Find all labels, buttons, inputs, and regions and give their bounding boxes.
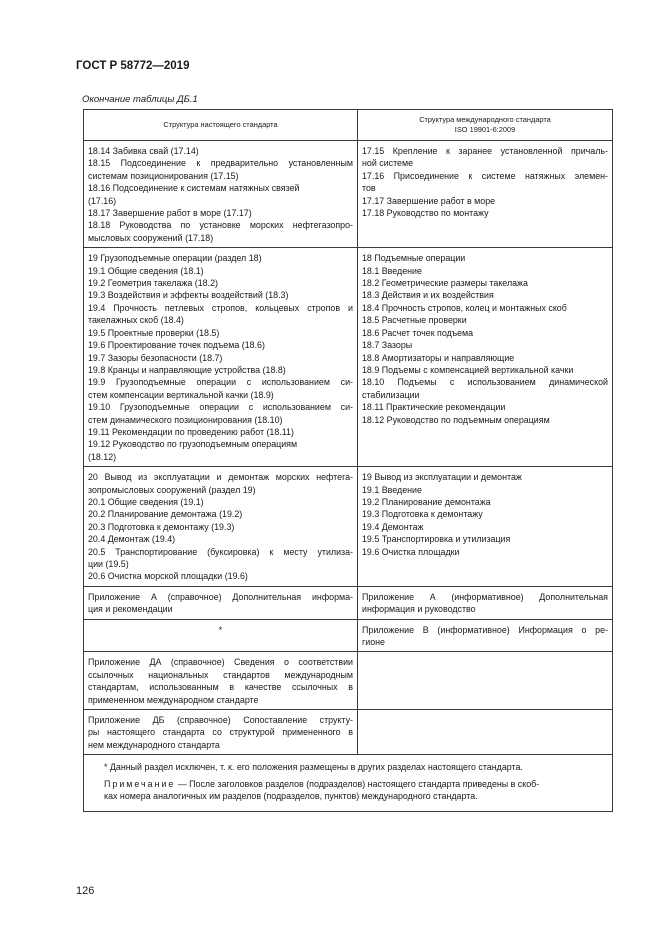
cell-line: 17.16 Присоединение к системе натяжных элемен- — [362, 170, 608, 181]
cell-line: 18.2 Геометрические размеры такелажа — [362, 278, 528, 289]
cell-line: 19.3 Воздействия и эффекты воздействий (18.3) — [88, 290, 289, 301]
cell-line: 17.18 Руководство по монтажу — [362, 208, 489, 219]
cell-right — [358, 248, 613, 467]
table-row — [84, 467, 613, 587]
cell-line: системам позиционирования (17.15) — [88, 170, 239, 181]
cell-line: 18.9 Подъемы с компенсацией вертикальной качки — [362, 364, 574, 375]
cell-line: (18.12) — [88, 451, 117, 462]
table-row — [84, 586, 613, 619]
table-row — [84, 248, 613, 467]
cell-line: 19.8 Кранцы и направляющие устройства (18.8) — [88, 364, 286, 375]
note-text: — После заголовков разделов (подразделов) настоящего стандарта приведены в скоб- — [175, 778, 540, 789]
table-footer-row — [84, 755, 613, 811]
cell-left — [84, 710, 358, 755]
note-label: Примечание — [104, 778, 176, 789]
cell-line: 18.17 Завершение работ в море (17.17) — [88, 208, 252, 219]
cell-left — [84, 652, 358, 710]
cell-left — [84, 467, 358, 587]
cell-right — [358, 586, 613, 619]
cell-line: ция и рекомендации — [88, 604, 173, 615]
cell-right — [358, 141, 613, 248]
cell-line: 18.10 Подъемы с использованием динамической — [362, 377, 608, 388]
cell-right — [358, 652, 613, 710]
cell-line: 17.17 Завершение работ в море — [362, 195, 496, 206]
cell-line: ры настоящего стандарта со структурой примененного в — [88, 727, 353, 738]
cell-line: ции (19.5) — [88, 559, 129, 569]
cell-line: 19.12 Руководство по грузоподъемным операциям — [88, 439, 298, 450]
cell-line: 20.2 Планирование демонтажа (19.2) — [88, 509, 243, 520]
cell-line: 20 Вывод из эксплуатации и демонтаж морских нефтега- — [88, 472, 353, 483]
cell-line: Приложение ДА (справочное) Сведения о соответствии — [88, 657, 353, 668]
cell-line: 20.1 Общие сведения (19.1) — [88, 496, 204, 507]
cell-line: 18 Подъемные операции — [362, 253, 466, 264]
cell-line: 18.15 Подсоединение к предварительно установленным — [88, 158, 353, 169]
page-number: 126 — [76, 885, 95, 897]
cell-line: 19.11 Рекомендации по проведению работ (18.11) — [88, 426, 294, 437]
cell-line: 18.12 Руководство по подъемным операциям — [362, 414, 550, 425]
cell-line: 19 Вывод из эксплуатации и демонтаж — [362, 472, 522, 483]
cell-left — [84, 248, 358, 467]
cell-line: 19.2 Геометрия такелажа (18.2) — [88, 278, 218, 289]
cell-left — [84, 141, 358, 248]
cell-line: информация и руководство — [362, 604, 476, 615]
cell-line: 19.3 Подготовка к демонтажу — [362, 509, 483, 520]
cell-line: 19 Грузоподъемные операции (раздел 18) — [88, 253, 262, 264]
cell-line: 19.6 Проектирование точек подъема (18.6) — [88, 340, 265, 351]
cell-line: мысловых сооружений (17.18) — [88, 232, 214, 243]
star-footnote: * Данный раздел исключен, т. к. его положения размещены в других разделах настоящего стандарта. — [104, 762, 523, 773]
table-header-row — [84, 110, 613, 141]
cell-line: зопромысловых сооружений (раздел 19) — [88, 484, 256, 495]
cell-line: 19.2 Планирование демонтажа — [362, 496, 491, 507]
table-caption: Окончание таблицы ДБ.1 — [82, 94, 198, 105]
cell-line: 19.10 Грузоподъемные операции с использованием си- — [88, 402, 353, 413]
cell-line: 18.5 Расчетные проверки — [362, 315, 467, 326]
cell-line: такелажных скоб (18.4) — [88, 315, 184, 326]
cell-line: 19.9 Грузоподъемные операции с использованием си- — [88, 377, 353, 388]
cell-line: Приложение А (информативное) Дополнительная — [362, 591, 608, 602]
table-row — [84, 141, 613, 248]
cell-line: 18.1 Введение — [362, 265, 422, 276]
cell-line: ссылочных национальных стандартов международным — [88, 669, 353, 680]
cell-line: 18.6 Расчет точек подъема — [362, 327, 474, 338]
cell-line: 19.5 Проектные проверки (18.5) — [88, 327, 220, 338]
table-row — [84, 710, 613, 755]
cell-line: 20.5 Транспортирование (буксировка) к месту утилиза- — [88, 546, 353, 557]
table-row — [84, 652, 613, 710]
table-footnotes — [84, 755, 613, 811]
cell-line: 19.4 Прочность петлевых стропов, кольцевых стропов и — [88, 302, 353, 313]
cell-line: тов — [362, 183, 376, 194]
cell-line: стандартам, использованным в качестве ссылочных в — [88, 682, 353, 693]
cell-line: 18.11 Практические рекомендации — [362, 402, 506, 413]
cell-line: (17.16) — [88, 195, 117, 206]
header-right — [358, 110, 613, 141]
cell-line: стем компенсации вертикальной качки (18.9) — [88, 389, 274, 400]
comparison-table — [83, 109, 613, 812]
cell-line: ной системе — [362, 158, 414, 169]
table-row — [84, 619, 613, 652]
cell-line: Приложение В (информативное) Информация о ре- — [362, 624, 608, 635]
note-text-2: ках номера аналогичных им разделов (подразделов, пунктов) международного стандарта. — [104, 791, 478, 802]
cell-line: Приложение ДБ (справочное) Сопоставление структу- — [88, 715, 353, 726]
note — [104, 778, 606, 803]
header-left: Структура настоящего стандарта — [84, 110, 358, 141]
cell-line: 19.4 Демонтаж — [362, 521, 424, 532]
cell-line: 18.14 Забивка свай (17.14) — [88, 146, 199, 156]
cell-line: * — [218, 624, 223, 635]
cell-line: 20.6 Очистка морской площадки (19.6) — [88, 571, 248, 582]
cell-line: 19.5 Транспортировка и утилизация — [362, 534, 511, 545]
cell-right — [358, 467, 613, 587]
header-right-line-1: Структура международного стандарта — [419, 115, 551, 125]
cell-line: 17.15 Крепление к заранее установленной причаль- — [362, 146, 608, 156]
cell-right — [358, 710, 613, 755]
cell-line: 19.1 Введение — [362, 484, 422, 495]
cell-line: 18.3 Действия и их воздействия — [362, 290, 494, 301]
cell-left — [84, 619, 358, 652]
cell-line: 18.16 Подсоединение к системам натяжных связей — [88, 183, 300, 194]
cell-line: стем динамического позиционирования (18.10) — [88, 414, 283, 425]
cell-line: 20.3 Подготовка к демонтажу (19.3) — [88, 521, 235, 532]
document-code: ГОСТ Р 58772—2019 — [76, 60, 190, 72]
cell-line: примененном международном стандарте — [88, 694, 259, 705]
cell-line: 18.7 Зазоры — [362, 340, 413, 351]
cell-line: 19.6 Очистка площадки — [362, 546, 460, 557]
cell-left — [84, 586, 358, 619]
cell-line: 18.18 Руководства по установке морских нефтегазопро- — [88, 220, 353, 231]
header-right-line-2: ISO 19901-6:2009 — [454, 125, 516, 134]
cell-line: 18.4 Прочность стропов, колец и монтажных скоб — [362, 302, 567, 313]
cell-line: Приложение А (справочное) Дополнительная информа- — [88, 591, 353, 602]
cell-line: нем международного стандарта — [88, 739, 220, 750]
cell-line: 19.1 Общие сведения (18.1) — [88, 265, 204, 276]
cell-line: гионе — [362, 637, 385, 648]
cell-line: 18.8 Амортизаторы и направляющие — [362, 352, 515, 363]
cell-line: 19.7 Зазоры безопасности (18.7) — [88, 352, 223, 363]
cell-line: 20.4 Демонтаж (19.4) — [88, 534, 176, 545]
cell-line: стабилизации — [362, 389, 420, 400]
cell-right — [358, 619, 613, 652]
